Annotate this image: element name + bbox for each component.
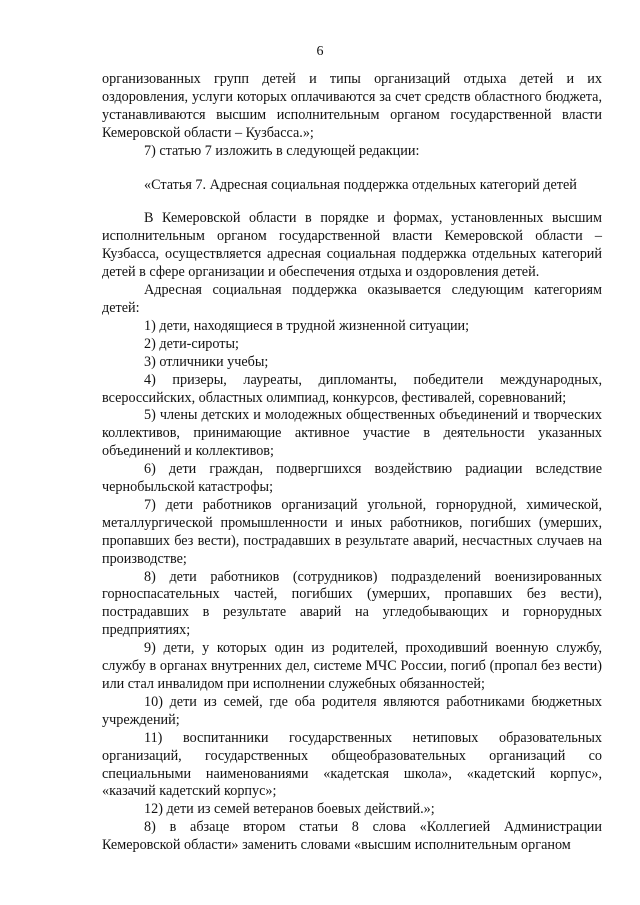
list-item-6: 6) дети граждан, подвергшихся воздействию радиации вследствие чернобыльской катастрофы; — [102, 461, 602, 496]
list-item-4: 4) призеры, лауреаты, дипломанты, победители международных, всероссийских, областных олимпиад, конкурсов, фестивалей, соревнований; — [102, 371, 602, 406]
list-item-8: 8) дети работников (сотрудников) подразделений военизированных горноспасательных частей, погибших (умерших, пропавших без вести), пострадавших в результате аварий на угледобывающих и горнорудных предприятиях; — [102, 568, 602, 639]
list-item-12: 12) дети из семей ветеранов боевых действий.»; — [144, 801, 435, 818]
document-body — [102, 71, 602, 855]
paragraph-amendment-7: 7) статью 7 изложить в следующей редакции: — [144, 142, 420, 159]
list-item-5: 5) члены детских и молодежных общественных объединений и творческих коллективов, принимающие активное участие в деятельности указанных объединений и коллективов; — [102, 407, 602, 460]
article-7-paragraph-2: Адресная социальная поддержка оказывается следующим категориям детей: — [102, 282, 602, 316]
list-item-1: 1) дети, находящиеся в трудной жизненной ситуации; — [144, 317, 470, 334]
list-item-2: 2) дети-сироты; — [144, 335, 239, 352]
list-item-3: 3) отличники учебы; — [144, 353, 269, 370]
paragraph-amendment-8: 8) в абзаце втором статьи 8 слова «Коллегией Администрации Кемеровской области» заменить словами «высшим исполнительным органом — [102, 819, 602, 854]
page-number: 6 — [316, 44, 324, 59]
list-item-11: 11) воспитанники государственных нетиповых образовательных организаций, государственных общеобразовательных организаций со специальными наименованиями «кадетская школа», «кадетский корпус», «казачий кадетский корпус»; — [102, 729, 602, 800]
list-item-10: 10) дети из семей, где оба родителя являются работниками бюджетных учреждений; — [102, 693, 602, 728]
article-7-paragraph-1: В Кемеровской области в порядке и формах, установленных высшим исполнительным органом государственной власти Кемеровской области – Кузбасса, осуществляется адресная социальная поддержка отдельных категорий детей в сфере организации и обеспечения отдыха и оздоровления детей. — [102, 210, 602, 281]
paragraph-continuation: организованных групп детей и типы организаций отдыха детей и их оздоровления, услуги которых оплачиваются за счет средств областного бюджета, устанавливаются высшим исполнительным органом государственной власти Кемеровской области – Кузбасса.»; — [102, 71, 602, 141]
article-7-heading: «Статья 7. Адресная социальная поддержка отдельных категорий детей — [144, 176, 577, 193]
list-item-9: 9) дети, у которых один из родителей, проходивший военную службу, службу в органах внутренних дел, системе МЧС России, погиб (пропал без вести) или стал инвалидом при исполнении служебных обязанностей; — [102, 640, 602, 692]
list-item-7: 7) дети работников организаций угольной, горнорудной, химической, металлургической промышленности и иных работников, погибших (умерших, пропавших без вести), пострадавших в результате аварий, несчастных случаев на производстве; — [102, 496, 602, 567]
